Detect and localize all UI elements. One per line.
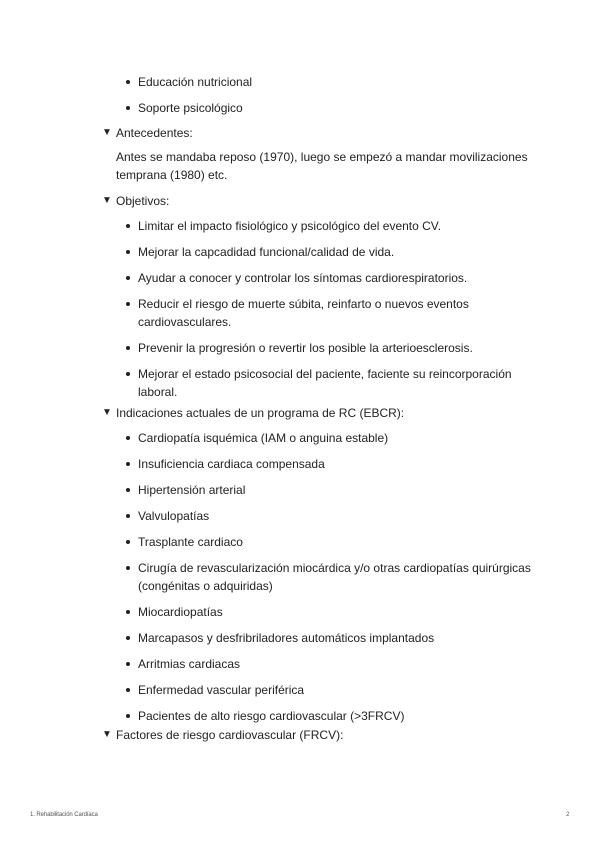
section-toggle-indicaciones[interactable] xyxy=(102,404,532,422)
triangle-down-icon: ▼ xyxy=(102,195,112,206)
footer-chapter-title: 1. Rehabilitación Cardíaca xyxy=(30,812,98,818)
section-toggle-antecedentes[interactable] xyxy=(102,124,532,142)
list-item: Prevenir la progresión o revertir los posible la arterioesclerosis. xyxy=(122,339,532,357)
triangle-down-icon: ▼ xyxy=(102,407,112,418)
list-item: Hipertensión arterial xyxy=(122,481,532,499)
list-item: Educación nutricional xyxy=(122,73,522,91)
list-item: Cardiopatía isquémica (IAM o anguina estable) xyxy=(122,429,532,447)
list-item: Pacientes de alto riesgo cardiovascular (>3FRCV) xyxy=(122,707,532,725)
page-number: 2 xyxy=(566,812,570,818)
list-item: Soporte psicológico xyxy=(122,99,522,117)
section-toggle-objetivos[interactable] xyxy=(102,192,532,210)
section-heading: Objetivos: xyxy=(116,194,170,208)
section-antecedentes xyxy=(102,124,532,184)
section-toggle-factores-riesgo[interactable] xyxy=(102,726,532,744)
section-indicaciones xyxy=(102,404,532,733)
list-item: Trasplante cardiaco xyxy=(122,533,532,551)
list-item: Limitar el impacto fisiológico y psicológico del evento CV. xyxy=(122,217,532,235)
triangle-down-icon: ▼ xyxy=(102,127,112,138)
list-item: Marcapasos y desfribriladores automáticos implantados xyxy=(122,629,532,647)
objetivos-list xyxy=(102,217,532,401)
section-paragraph: Antes se mandaba reposo (1970), luego se empezó a mandar movilizaciones temprana (1980) etc. xyxy=(116,150,528,182)
list-item: Mejorar la capcadidad funcional/calidad de vida. xyxy=(122,243,532,261)
list-item: Reducir el riesgo de muerte súbita, reinfarto o nuevos eventos cardiovasculares. xyxy=(122,295,532,331)
list-item: Valvulopatías xyxy=(122,507,532,525)
section-heading: Antecedentes: xyxy=(116,126,193,140)
nutrition-support-list xyxy=(122,73,522,125)
section-objetivos xyxy=(102,192,532,409)
section-heading: Factores de riesgo cardiovascular (FRCV): xyxy=(116,728,344,742)
list-item: Ayudar a conocer y controlar los síntomas cardiorespiratorios. xyxy=(122,269,532,287)
list-item: Insuficiencia cardiaca compensada xyxy=(122,455,532,473)
indicaciones-list xyxy=(102,429,532,725)
list-item: Miocardiopatías xyxy=(122,603,532,621)
list-item: Arritmias cardiacas xyxy=(122,655,532,673)
list-item: Cirugía de revascularización miocárdica y/o otras cardiopatías quirúrgicas (congénitas o adquiridas) xyxy=(122,559,532,595)
triangle-down-icon: ▼ xyxy=(102,729,112,740)
section-heading: Indicaciones actuales de un programa de RC (EBCR): xyxy=(116,406,405,420)
list-item: Enfermedad vascular periférica xyxy=(122,681,532,699)
list-item: Mejorar el estado psicosocial del paciente, faciente su reincorporación laboral. xyxy=(122,365,532,401)
section-factores-riesgo xyxy=(102,726,532,744)
